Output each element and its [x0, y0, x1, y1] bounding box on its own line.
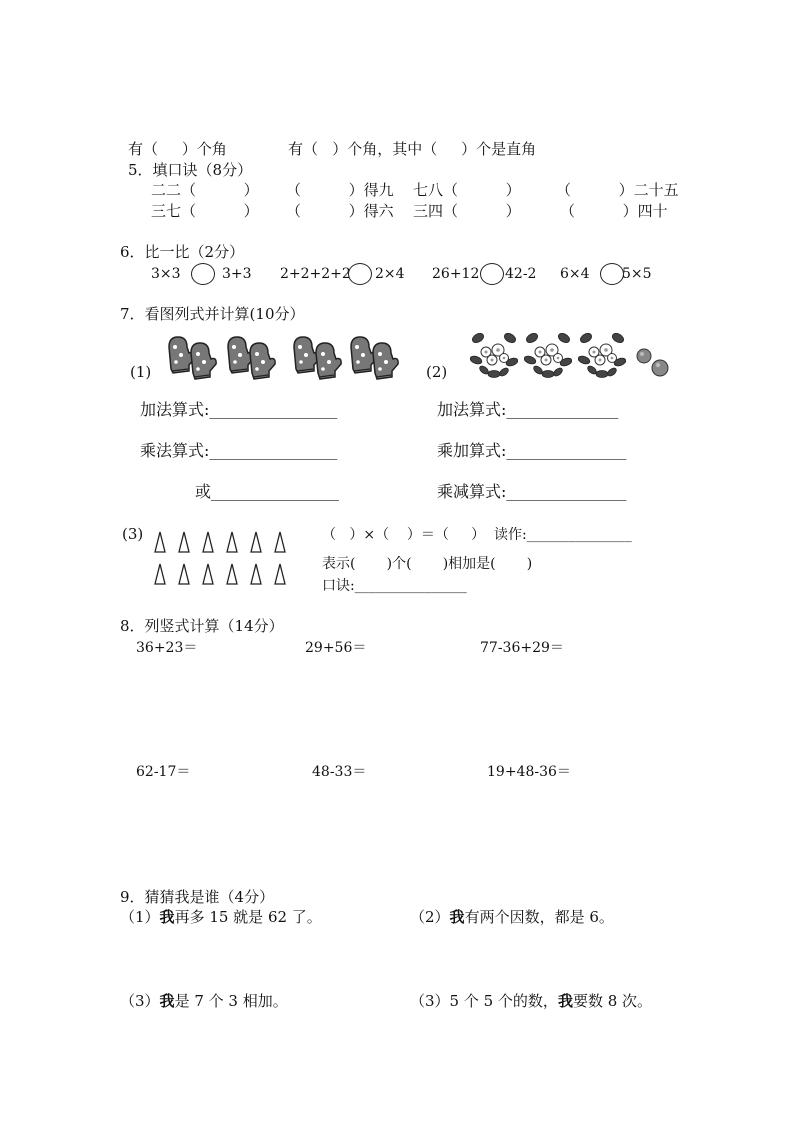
mitten-pair-icon: [224, 333, 276, 381]
q6-2-right: 2×4: [375, 266, 405, 282]
fruit-icon: [632, 344, 674, 380]
q8-r1-c1: 36+23＝: [136, 640, 198, 656]
q6-1-right: 3+3: [222, 266, 252, 282]
q5-heading: 5．填口诀（8分）: [128, 161, 253, 179]
q6-4-left: 6×4: [560, 266, 590, 282]
q5-r2-c1: 三七（ ）: [151, 202, 259, 220]
q7-part3-label: (3): [122, 525, 144, 543]
q5-r1-c2: （ ）得九: [286, 181, 394, 199]
compare-circle[interactable]: [348, 263, 372, 285]
q5-r1-c3: 七八（ ）: [413, 181, 521, 199]
q5-r1-c4: （ ）二十五: [556, 181, 679, 199]
q8-heading: 8．列竖式计算（14分）: [120, 617, 284, 635]
angle-question-right: 有（ ）个角，其中（ ）个是直角: [288, 140, 537, 158]
q8-r1-c2: 29+56＝: [305, 640, 367, 656]
mitten-pair-icon: [165, 333, 217, 381]
q7-left-line-1[interactable]: 加法算式:________________: [140, 400, 338, 419]
q8-r2-c1: 62-17＝: [136, 764, 191, 780]
q9-item-4: （3）5 个 5 个的数，我要数 8 次。: [410, 992, 653, 1010]
compare-circle[interactable]: [480, 263, 504, 285]
q7-left-line-2[interactable]: 乘法算式:________________: [140, 441, 338, 460]
angle-question-left: 有（ ）个角: [128, 140, 227, 158]
q6-heading: 6．比一比（2分）: [120, 243, 245, 261]
q5-r2-c2: （ ）得六: [286, 202, 394, 220]
q6-2-left: 2+2+2+2: [280, 266, 351, 282]
q7-part1-label: (1): [130, 363, 152, 381]
q6-3-left: 26+12: [432, 266, 480, 282]
q5-r2-c4: （ ）四十: [560, 202, 668, 220]
flower-branch-icon: [524, 330, 572, 380]
q9-item-1: （1）我再多 15 就是 62 了。: [120, 908, 322, 926]
q9-item-3: （3）我是 7 个 3 相加。: [120, 992, 288, 1010]
q6-3-right: 42-2: [505, 266, 537, 282]
q7-part3-line-1[interactable]: （ ）×（ ）＝（ ） 读作:_______________: [322, 527, 632, 543]
compare-circle[interactable]: [600, 263, 624, 285]
q7-right-line-1[interactable]: 加法算式:______________: [437, 400, 619, 419]
q7-right-line-3[interactable]: 乘减算式:_______________: [437, 482, 627, 501]
q6-1-left: 3×3: [151, 266, 181, 282]
q7-part3-line-3[interactable]: 口诀:________________: [322, 578, 467, 594]
q7-part3-line-2[interactable]: 表示( )个( )相加是( ): [322, 556, 533, 572]
q8-r2-c2: 48-33＝: [312, 764, 367, 780]
q8-r1-c3: 77-36+29＝: [480, 640, 564, 656]
flower-branch-icon: [470, 330, 518, 380]
q8-r2-c3: 19+48-36＝: [487, 764, 571, 780]
compare-circle[interactable]: [191, 263, 215, 285]
triangle-grid: [150, 530, 300, 590]
q5-r2-c3: 三四（ ）: [413, 202, 521, 220]
flower-branch-icon: [578, 330, 626, 380]
q7-part2-label: (2): [426, 363, 448, 381]
q9-item-2: （2）我有两个因数，都是 6。: [410, 908, 614, 926]
q7-left-line-3[interactable]: 或________________: [195, 482, 340, 501]
q5-r1-c1: 二二（ ）: [151, 181, 259, 199]
mitten-pair-icon: [290, 333, 342, 381]
q7-heading: 7．看图列式并计算(10分）: [120, 305, 305, 323]
q6-4-right: 5×5: [622, 266, 652, 282]
q9-heading: 9．猜猜我是谁（4分）: [120, 888, 275, 906]
q7-right-line-2[interactable]: 乘加算式:_______________: [437, 441, 627, 460]
mitten-pair-icon: [347, 333, 399, 381]
